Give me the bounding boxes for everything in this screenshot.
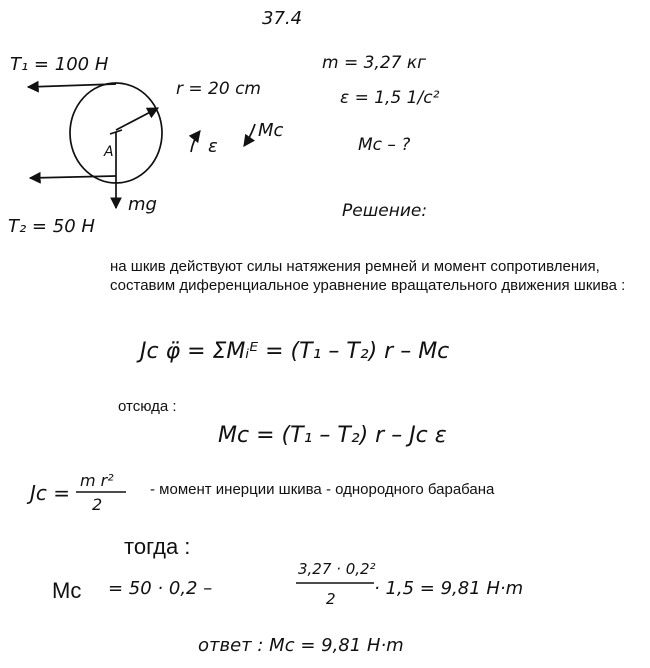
- hence-label: отсюда :: [118, 398, 177, 415]
- t1-label: T₁ = 100 H: [10, 54, 109, 75]
- inertia-formula: [26, 471, 126, 514]
- tension-t2-arrow: [30, 176, 116, 178]
- calc-part1: = 50 · 0,2 –: [108, 578, 213, 599]
- intro-line-2: составим диференциальное уравнение вращательного движения шкива :: [110, 277, 626, 294]
- epsilon-arrow: [191, 131, 200, 152]
- calc-part2: · 1,5 = 9,81 H·m: [374, 578, 524, 599]
- intro-line-1: на шкив действуют силы натяжения ремней и момент сопротивления,: [110, 258, 600, 275]
- inertia-lhs: Jᴄ =: [30, 481, 71, 505]
- answer: ответ : Mc = 9,81 H·m: [198, 635, 404, 656]
- moment-label: Mc: [258, 120, 284, 141]
- problem-number: 37.4: [262, 8, 303, 29]
- t2-label: T₂ = 50 H: [8, 216, 95, 237]
- calculation: [108, 560, 523, 608]
- radius-label: r = 20 cm: [176, 79, 261, 99]
- center-label: A: [104, 144, 114, 160]
- given-find: Mc – ?: [358, 135, 411, 155]
- calc-denominator: 2: [326, 590, 336, 608]
- pulley-diagram: [28, 83, 255, 208]
- calc-numerator: 3,27 · 0,2²: [298, 560, 376, 578]
- mc-label: Mc: [52, 578, 82, 603]
- radius-line: [116, 108, 158, 130]
- moment-arrow: [244, 124, 255, 146]
- inertia-denominator: 2: [92, 495, 103, 514]
- weight-label: mg: [128, 194, 157, 215]
- epsilon-label: ε: [208, 136, 218, 157]
- then-label: тогда :: [124, 534, 191, 559]
- solution-heading: Решение:: [342, 201, 428, 221]
- inertia-note: - момент инерции шкива - однородного барабана: [150, 481, 495, 498]
- given-epsilon: ε = 1,5 1/c²: [340, 88, 440, 108]
- equation-motion: Jᴄ φ̈ = ΣMᵢᴱ = (T₁ – T₂) r – Mc: [140, 339, 450, 364]
- equation-mc: Mc = (T₁ – T₂) r – Jᴄ ε: [218, 423, 447, 448]
- inertia-numerator: m r²: [80, 471, 114, 490]
- given-mass: m = 3,27 кг: [322, 53, 427, 73]
